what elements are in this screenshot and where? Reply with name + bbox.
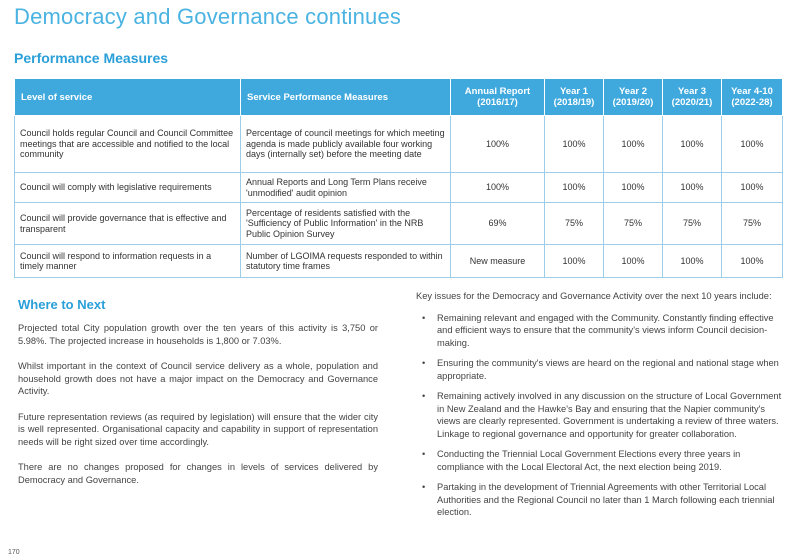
cell-year2: 100% bbox=[604, 245, 663, 278]
list-item-text: Remaining relevant and engaged with the Community. Constantly finding effective and efficient ways to ensure that the community's views inform Council decision-making. bbox=[437, 312, 774, 348]
header-year3 bbox=[663, 79, 722, 116]
header-year4-line1: Year 4-10 bbox=[731, 86, 773, 97]
page-number: 170 bbox=[8, 549, 20, 556]
list-item bbox=[416, 312, 788, 350]
key-issues-list bbox=[416, 312, 788, 519]
where-to-next-heading: Where to Next bbox=[18, 297, 106, 312]
list-item-text: Conducting the Triennial Local Government Elections every three years in compliance with the Local Electoral Act, the next election being 2019. bbox=[437, 449, 741, 472]
cell-year4-10: 100% bbox=[722, 116, 783, 173]
cell-year4-10: 100% bbox=[722, 245, 783, 278]
paragraph: Whilst important in the context of Council service delivery as a whole, population and household growth does not have a major impact on the Democracy and Governance Activity. bbox=[18, 361, 378, 396]
cell-year3: 100% bbox=[663, 245, 722, 278]
cell-level: Council will respond to information requests in a timely manner bbox=[15, 245, 241, 278]
cell-year4-10: 100% bbox=[722, 173, 783, 203]
table-header-row bbox=[15, 79, 783, 116]
header-year2-line1: Year 2 bbox=[619, 86, 647, 97]
header-year1 bbox=[545, 79, 604, 116]
where-to-next-body bbox=[18, 322, 378, 499]
cell-level: Council will comply with legislative requirements bbox=[15, 173, 241, 203]
header-annual-report bbox=[451, 79, 545, 116]
cell-annual: 69% bbox=[451, 203, 545, 245]
header-year1-line1: Year 1 bbox=[560, 86, 588, 97]
table-row bbox=[15, 203, 783, 245]
header-service-measures: Service Performance Measures bbox=[241, 79, 451, 116]
cell-year1: 100% bbox=[545, 116, 604, 173]
cell-annual: 100% bbox=[451, 173, 545, 203]
cell-year1: 100% bbox=[545, 173, 604, 203]
cell-year3: 75% bbox=[663, 203, 722, 245]
cell-year1: 100% bbox=[545, 245, 604, 278]
bullet-icon: • bbox=[422, 482, 426, 492]
cell-year3: 100% bbox=[663, 116, 722, 173]
paragraph: There are no changes proposed for changes in levels of services delivered by Democracy and Governance. bbox=[18, 462, 378, 485]
list-item bbox=[416, 481, 788, 519]
bullet-icon: • bbox=[422, 449, 426, 459]
list-item-text: Ensuring the community's views are heard on the regional and national stage when appropriate. bbox=[437, 358, 779, 381]
table-row bbox=[15, 116, 783, 173]
cell-year3: 100% bbox=[663, 173, 722, 203]
bullet-icon: • bbox=[422, 391, 426, 401]
cell-year2: 75% bbox=[604, 203, 663, 245]
cell-annual: New measure bbox=[451, 245, 545, 278]
list-item-text: Remaining actively involved in any discussion on the structure of Local Government in New Zealand and the Hawke's Bay and ensuring that the Napier community's views are clearly represented. Government is undertaking a review of three waters. Linkage to regional governance and opportunity for greater collaboration. bbox=[437, 391, 782, 439]
header-annual-line1: Annual Report bbox=[464, 86, 531, 97]
bullet-icon: • bbox=[422, 312, 426, 323]
key-issues bbox=[416, 290, 788, 527]
cell-measure: Percentage of residents satisfied with the 'Sufficiency of Public Information' in the NRB Public Opinion Survey bbox=[241, 203, 451, 245]
bullet-icon: • bbox=[422, 358, 426, 368]
cell-year2: 100% bbox=[604, 173, 663, 203]
cell-measure: Percentage of council meetings for which meeting agenda is made publicly available four working days (internally set) before the meeting date bbox=[241, 116, 451, 173]
header-year2 bbox=[604, 79, 663, 116]
cell-annual: 100% bbox=[451, 116, 545, 173]
table-row bbox=[15, 173, 783, 203]
header-year1-line2: (2018/19) bbox=[553, 97, 595, 108]
key-issues-intro: Key issues for the Democracy and Governance Activity over the next 10 years include: bbox=[416, 291, 772, 301]
list-item bbox=[416, 448, 788, 473]
list-item bbox=[416, 390, 788, 440]
cell-year2: 100% bbox=[604, 116, 663, 173]
cell-measure: Number of LGOIMA requests responded to within statutory time frames bbox=[241, 245, 451, 278]
cell-year1: 75% bbox=[545, 203, 604, 245]
header-level-of-service: Level of service bbox=[15, 79, 241, 116]
header-year3-line1: Year 3 bbox=[678, 86, 706, 97]
performance-measures-table bbox=[14, 78, 783, 278]
paragraph: Projected total City population growth over the ten years of this activity is 3,750 or 5.98%. The projected increase in households is 1,800 or 7.03%. bbox=[18, 323, 378, 346]
cell-year4-10: 75% bbox=[722, 203, 783, 245]
page-title: Democracy and Governance continues bbox=[14, 4, 402, 29]
cell-level: Council will provide governance that is effective and transparent bbox=[15, 203, 241, 245]
header-annual-line2: (2016/17) bbox=[477, 97, 518, 108]
performance-measures-heading: Performance Measures bbox=[14, 50, 169, 66]
header-year3-line2: (2020/21) bbox=[671, 97, 713, 108]
list-item bbox=[416, 357, 788, 382]
header-year4-line2: (2022-28) bbox=[731, 97, 773, 108]
paragraph: Future representation reviews (as required by legislation) will ensure that the wider city is well represented. Organisational capacity and capability in support of representation needs will be right sized over time accordingly. bbox=[18, 411, 378, 447]
cell-level: Council holds regular Council and Council Committee meetings that are accessible and notified to the local community bbox=[15, 116, 241, 173]
header-year2-line2: (2019/20) bbox=[612, 97, 654, 108]
cell-measure: Annual Reports and Long Term Plans receive 'unmodified' audit opinion bbox=[241, 173, 451, 203]
table-row bbox=[15, 245, 783, 278]
list-item-text: Partaking in the development of Triennial Agreements with other Territorial Local Authorities and the Regional Council no later than 1 March following each triennial election. bbox=[437, 482, 775, 517]
header-year4-10 bbox=[722, 79, 783, 116]
